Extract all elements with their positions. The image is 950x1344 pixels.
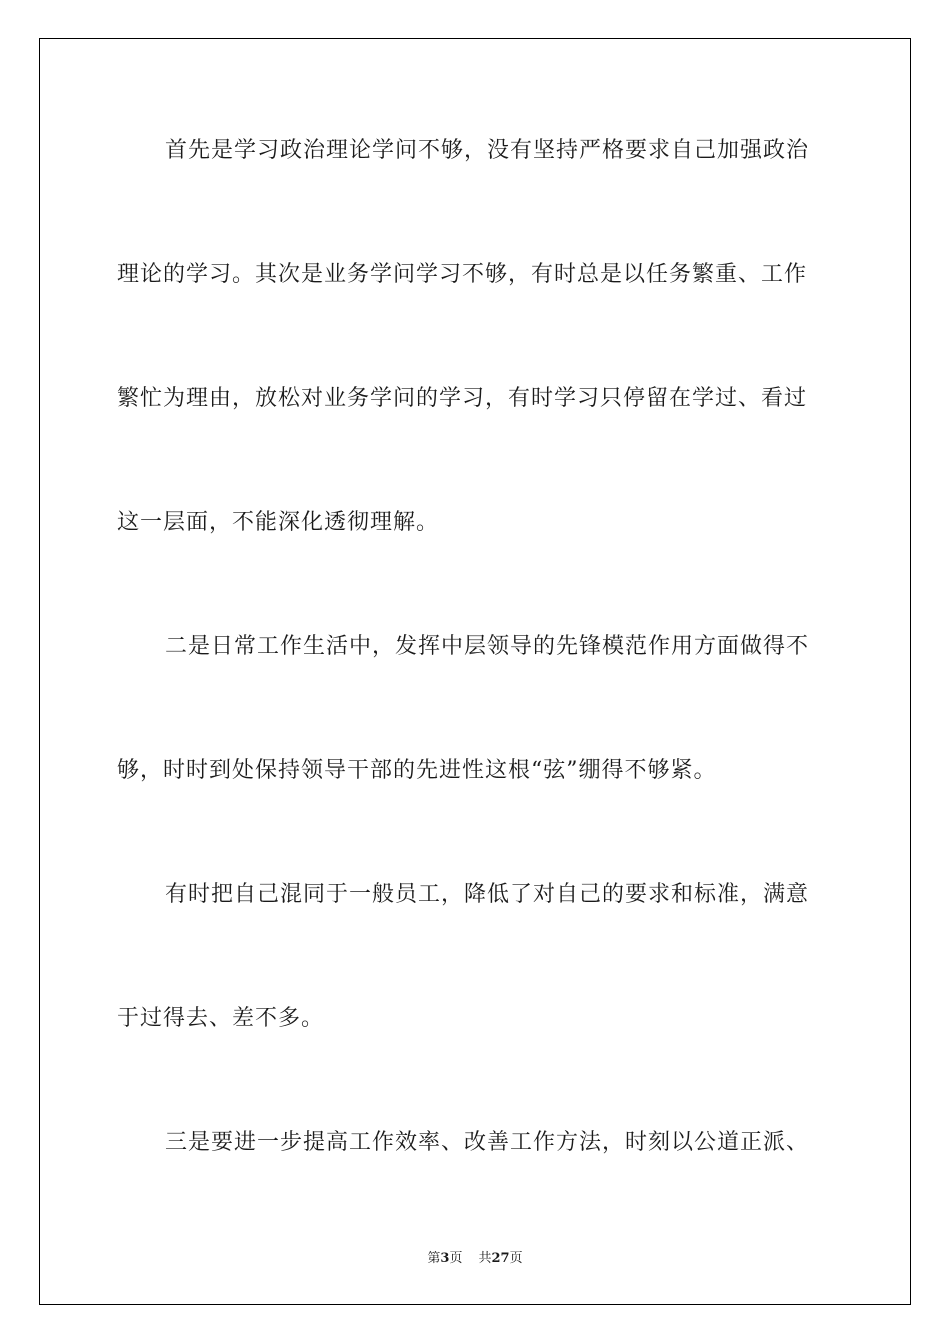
paragraph-4-line-1: 三是要进一步提高工作效率、改善工作方法，时刻以公道正派、 xyxy=(165,1130,810,1155)
page-footer xyxy=(0,1247,950,1266)
paragraph-1-line-4: 这一层面，不能深化透彻理解。 xyxy=(117,510,440,535)
paragraph-2-line-1: 二是日常工作生活中，发挥中层领导的先锋模范作用方面做得不 xyxy=(165,634,810,659)
total-page-count: 27 xyxy=(491,1251,510,1266)
paragraph-3-line-1: 有时把自己混同于一般员工，降低了对自己的要求和标准，满意 xyxy=(165,882,810,907)
paragraph-1-line-3: 繁忙为理由，放松对业务学问的学习，有时学习只停留在学过、看过 xyxy=(117,386,808,411)
paragraph-1-line-2: 理论的学习。其次是业务学问学习不够，有时总是以任务繁重、工作 xyxy=(117,262,808,287)
footer-total-prefix: 共 xyxy=(478,1251,492,1266)
current-page-number: 3 xyxy=(440,1251,450,1266)
footer-page-suffix: 页 xyxy=(449,1251,463,1266)
footer-total-suffix: 页 xyxy=(509,1251,523,1266)
paragraph-3-line-2: 于过得去、差不多。 xyxy=(117,1006,325,1031)
paragraph-2-line-2: 够，时时到处保持领导干部的先进性这根“弦”绷得不够紧。 xyxy=(117,758,717,783)
footer-prefix: 第 xyxy=(427,1251,441,1266)
page-border xyxy=(39,38,911,1305)
paragraph-1-line-1: 首先是学习政治理论学问不够，没有坚持严格要求自己加强政治 xyxy=(165,138,810,163)
